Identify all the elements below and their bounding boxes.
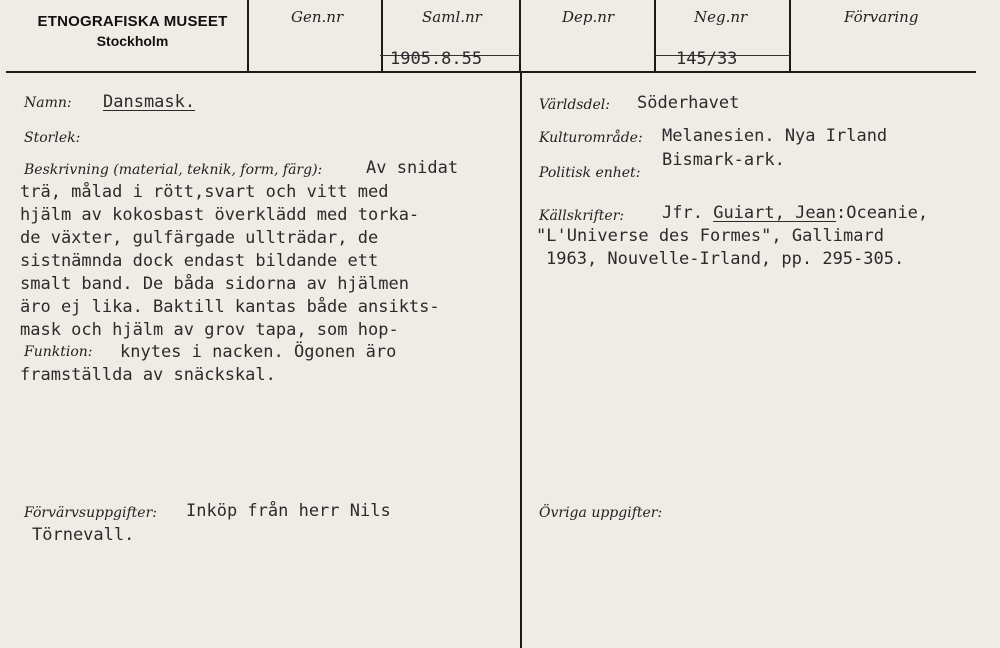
beskrivning-line-6: äro ej lika. Baktill kantas både ansikts-: [20, 297, 440, 317]
kallskrifter-line-2: "L'Universe des Formes", Gallimard: [536, 226, 884, 246]
saml-nr-label: Saml.nr: [422, 8, 482, 26]
museum-city: Stockholm: [96, 33, 169, 49]
beskrivning-line-1: trä, målad i rött,svart och vitt med: [20, 182, 389, 202]
ovriga-label: Övriga uppgifter:: [539, 505, 663, 521]
kall-author: Guiart, Jean: [713, 203, 837, 223]
namn-value: Dansmask.: [103, 92, 196, 112]
forvaring-label: Förvaring: [844, 8, 919, 26]
museum-heading: [30, 13, 235, 49]
saml-nr-value: 1905.8.55: [390, 49, 483, 69]
gen-nr-label: Gen.nr: [291, 8, 344, 26]
beskrivning-line-3: de växter, gulfärgade ullträdar, de: [20, 228, 379, 248]
beskrivning-line-8: knytes i nacken. Ögonen äro: [120, 342, 397, 362]
forvarv-label: Förvärvsuppgifter:: [24, 505, 157, 521]
header-divider-2: [381, 0, 383, 72]
kall-prefix: Jfr.: [662, 203, 703, 223]
kulturomrade-value: Melanesien. Nya Irland: [662, 126, 888, 146]
beskrivning-line-5: smalt band. De båda sidorna av hjälmen: [20, 274, 409, 294]
beskrivning-line-7: mask och hjälm av grov tapa, som hop-: [20, 320, 399, 340]
politisk-label: Politisk enhet:: [539, 165, 641, 181]
beskrivning-first: Av snidat: [366, 158, 459, 178]
neg-nr-value: 145/33: [676, 49, 738, 69]
neg-nr-label: Neg.nr: [694, 8, 748, 26]
header-rule: [6, 71, 976, 73]
beskrivning-line-9: framställda av snäckskal.: [20, 365, 276, 385]
kall-line1-rest: :Oceanie,: [836, 203, 929, 223]
kallskrifter-line-3: 1963, Nouvelle-Irland, pp. 295-305.: [546, 249, 905, 269]
museum-name: ETNOGRAFISKA MUSEET: [37, 13, 228, 30]
politisk-value: Bismark-ark.: [662, 150, 785, 170]
kallskrifter-label: Källskrifter:: [539, 208, 625, 224]
dep-nr-label: Dep.nr: [562, 8, 615, 26]
column-divider: [520, 72, 522, 648]
header-divider-5: [789, 0, 791, 72]
varldsdel-label: Världsdel:: [539, 97, 610, 113]
header-divider-3: [519, 0, 521, 72]
beskrivning-line-4: sistnämnda dock endast bildande ett: [20, 251, 379, 271]
varldsdel-value: Söderhavet: [637, 93, 740, 113]
kallskrifter-line-1: [662, 203, 928, 223]
namn-label: Namn:: [24, 95, 72, 111]
beskrivning-line-2: hjälm av kokosbast överklädd med torka-: [20, 205, 420, 225]
forvarv-line-1: Inköp från herr Nils: [186, 501, 391, 521]
beskrivning-label: Beskrivning (material, teknik, form, färg):: [24, 162, 323, 178]
storlek-label: Storlek:: [24, 130, 81, 146]
forvarv-line-2: Törnevall.: [32, 525, 135, 545]
kulturomrade-label: Kulturområde:: [539, 130, 643, 146]
header-divider-4: [654, 0, 656, 72]
funktion-label: Funktion:: [24, 344, 93, 360]
header-divider-1: [247, 0, 249, 72]
